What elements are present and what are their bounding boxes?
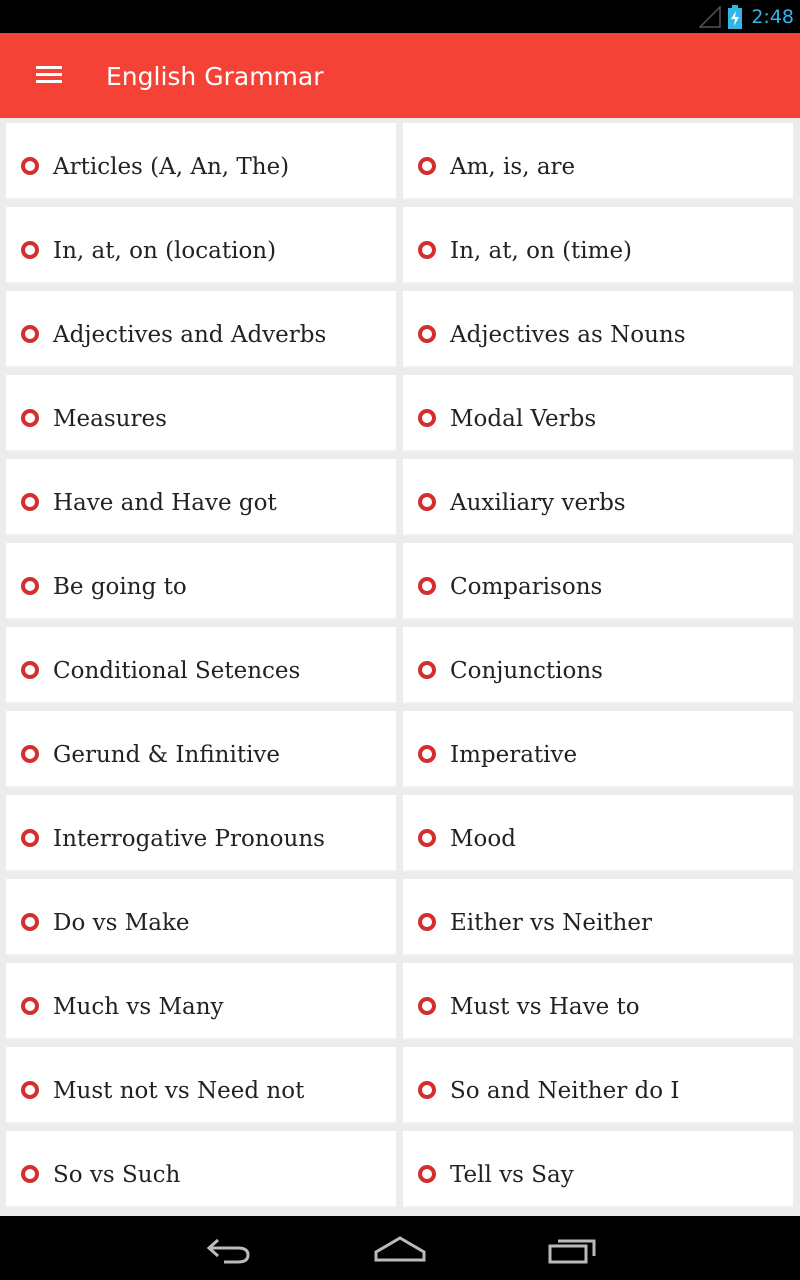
topic-label: Auxiliary verbs <box>450 490 626 516</box>
topic-label: Imperative <box>450 742 578 768</box>
topic-item[interactable] <box>6 711 396 788</box>
topic-item[interactable] <box>6 375 396 452</box>
circle-bullet-icon <box>20 744 40 764</box>
topic-item[interactable] <box>403 123 793 200</box>
circle-bullet-icon <box>20 576 40 596</box>
back-icon[interactable] <box>200 1228 260 1270</box>
topic-item[interactable] <box>6 795 396 872</box>
topic-item[interactable] <box>6 627 396 704</box>
topic-label: Do vs Make <box>53 910 190 936</box>
topic-item[interactable] <box>6 291 396 368</box>
circle-bullet-icon <box>20 240 40 260</box>
topic-label: Tell vs Say <box>450 1162 574 1188</box>
circle-bullet-icon <box>417 324 437 344</box>
topic-item[interactable] <box>6 123 396 200</box>
signal-icon <box>699 6 721 28</box>
topic-label: Comparisons <box>450 574 603 600</box>
topic-item[interactable] <box>403 1131 793 1208</box>
circle-bullet-icon <box>20 324 40 344</box>
battery-charging-icon <box>727 5 743 29</box>
circle-bullet-icon <box>417 996 437 1016</box>
circle-bullet-icon <box>417 828 437 848</box>
topic-label: Articles (A, An, The) <box>53 154 290 180</box>
topic-label: Have and Have got <box>53 490 277 516</box>
topic-label: Either vs Neither <box>450 910 652 936</box>
circle-bullet-icon <box>417 492 437 512</box>
status-bar <box>0 0 800 33</box>
circle-bullet-icon <box>20 1164 40 1184</box>
topic-item[interactable] <box>403 1047 793 1124</box>
clock: 2:48 <box>751 6 794 28</box>
topic-item[interactable] <box>403 375 793 452</box>
topic-label: Modal Verbs <box>450 406 597 432</box>
circle-bullet-icon <box>417 408 437 428</box>
circle-bullet-icon <box>20 156 40 176</box>
circle-bullet-icon <box>417 156 437 176</box>
circle-bullet-icon <box>20 408 40 428</box>
topic-item[interactable] <box>403 459 793 536</box>
topic-grid <box>0 118 800 1216</box>
topic-label: Much vs Many <box>53 994 224 1020</box>
topic-item[interactable] <box>403 711 793 788</box>
circle-bullet-icon <box>417 576 437 596</box>
topic-item[interactable] <box>6 207 396 284</box>
circle-bullet-icon <box>20 828 40 848</box>
topic-item[interactable] <box>6 879 396 956</box>
topic-label: In, at, on (location) <box>53 238 277 264</box>
topic-item[interactable] <box>6 459 396 536</box>
topic-label: Adjectives and Adverbs <box>53 322 327 348</box>
circle-bullet-icon <box>20 1080 40 1100</box>
topic-label: Mood <box>450 826 516 852</box>
topic-item[interactable] <box>6 963 396 1040</box>
circle-bullet-icon <box>417 1164 437 1184</box>
topic-label: Be going to <box>53 574 187 600</box>
circle-bullet-icon <box>20 492 40 512</box>
topic-label: Must vs Have to <box>450 994 640 1020</box>
circle-bullet-icon <box>20 996 40 1016</box>
recent-apps-icon[interactable] <box>542 1228 602 1270</box>
circle-bullet-icon <box>417 912 437 932</box>
topic-item[interactable] <box>403 291 793 368</box>
hamburger-menu-icon[interactable] <box>30 55 68 93</box>
navigation-bar <box>0 1216 800 1280</box>
topic-label: Gerund & Infinitive <box>53 742 281 768</box>
topic-item[interactable] <box>403 879 793 956</box>
topic-item[interactable] <box>403 207 793 284</box>
topic-label: Conditional Setences <box>53 658 301 684</box>
topic-item[interactable] <box>6 1047 396 1124</box>
topic-item[interactable] <box>6 1131 396 1208</box>
topic-label: Am, is, are <box>450 154 576 180</box>
topic-label: Measures <box>53 406 167 432</box>
topic-label: Conjunctions <box>450 658 603 684</box>
app-bar <box>0 33 800 118</box>
topic-item[interactable] <box>403 627 793 704</box>
topic-label: In, at, on (time) <box>450 238 633 264</box>
circle-bullet-icon <box>20 912 40 932</box>
topic-item[interactable] <box>403 963 793 1040</box>
circle-bullet-icon <box>417 1080 437 1100</box>
topic-item[interactable] <box>403 543 793 620</box>
topic-item[interactable] <box>403 795 793 872</box>
circle-bullet-icon <box>417 744 437 764</box>
topic-label: So and Neither do I <box>450 1078 680 1104</box>
page-title: English Grammar <box>106 62 324 91</box>
topic-label: Must not vs Need not <box>53 1078 305 1104</box>
circle-bullet-icon <box>20 660 40 680</box>
home-icon[interactable] <box>370 1228 430 1270</box>
topic-label: Adjectives as Nouns <box>450 322 686 348</box>
circle-bullet-icon <box>417 660 437 680</box>
topic-label: So vs Such <box>53 1162 181 1188</box>
circle-bullet-icon <box>417 240 437 260</box>
topic-item[interactable] <box>6 543 396 620</box>
topic-label: Interrogative Pronouns <box>53 826 325 852</box>
